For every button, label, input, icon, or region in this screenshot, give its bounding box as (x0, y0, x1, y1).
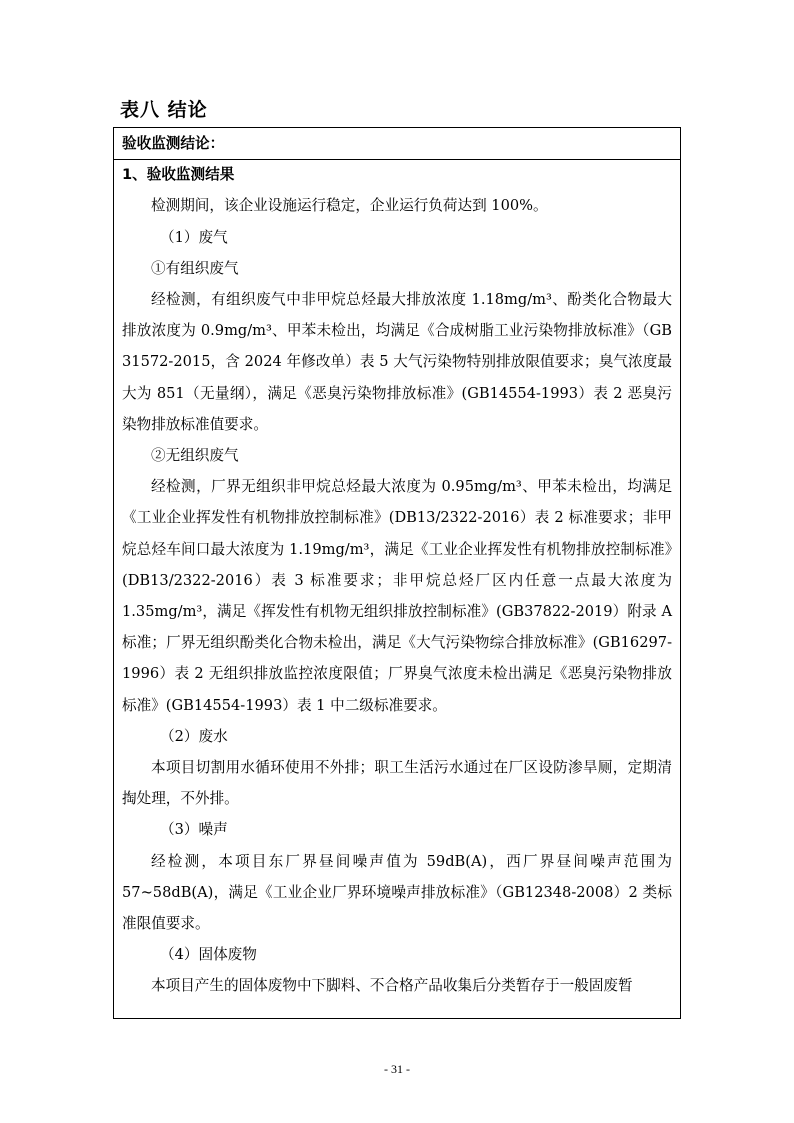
subsection-title: 1、验收监测结果 (122, 166, 235, 184)
heading-organized-gas: ①有组织废气 (151, 259, 239, 277)
heading-waste-gas: （1）废气 (160, 228, 228, 246)
paragraph-organized-gas: 经检测，有组织废气中非甲烷总烃最大排放浓度 1.18mg/m³、酚类化合物最大排放浓度为 0.9mg/m³、甲苯未检出，均满足《合成树脂工业污染物排放标准》（GB 31572-2015，含 2024 年修改单）表 5 大气污染物特别排放限值要求；臭气浓度最大为 851（无量纲），满足《恶臭污染物排放标准》(GB14554-1993）表 2 恶臭污染物排放标准值要求。 (122, 291, 672, 433)
paragraph-solid-waste: 本项目产生的固体废物中下脚料、不合格产品收集后分类暂存于一般固废暂 (151, 977, 633, 995)
section-title: 验收监测结论： (122, 135, 225, 152)
page-number: - 31 - (384, 1062, 410, 1076)
conclusion-content (122, 128, 672, 1002)
paragraph-noise: 经检测，本项目东厂界昼间噪声值为 59dB(A)，西厂界昼间噪声范围为 57~58dB(A)，满足《工业企业厂界环境噪声排放标准》（GB12348-2008）2 类标准限值要求。 (122, 852, 672, 933)
page-heading: 表八 结论 (120, 99, 208, 121)
paragraph-operation: 检测期间，该企业设施运行稳定，企业运行负荷达到 100%。 (151, 197, 548, 215)
heading-solid-waste: （4）固体废物 (160, 946, 257, 964)
paragraph-waste-water: 本项目切割用水循环使用不外排；职工生活污水通过在厂区设防渗旱厕，定期清掏处理，不外排。 (122, 759, 672, 808)
conclusion-table (113, 127, 681, 1019)
heading-waste-water: （2）废水 (160, 727, 228, 745)
paragraph-unorganized-gas: 经检测，厂界无组织非甲烷总烃最大浓度为 0.95mg/m³、甲苯未检出，均满足《工业企业挥发性有机物排放控制标准》(DB13/2322-2016）表 2 标准要求；非甲烷总烃车间口最大浓度为 1.19mg/m³，满足《工业企业挥发性有机物排放控制标准》(DB13/2322-2016）表 3 标准要求；非甲烷总烃厂区内任意一点最大浓度为 1.35mg/m³，满足《挥发性有机物无组织排放控制标准》(GB37822-2019）附录 A 标准；厂界无组织酚类化合物未检出，满足《大气污染物综合排放标准》(GB16297-1996）表 2 无组织排放监控浓度限值；厂界臭气浓度未检出满足《恶臭污染物排放标准》(GB14554-1993）表 1 中二级标准要求。 (122, 478, 672, 714)
heading-noise: （3）噪声 (160, 821, 228, 839)
heading-unorganized-gas: ②无组织废气 (151, 447, 239, 465)
